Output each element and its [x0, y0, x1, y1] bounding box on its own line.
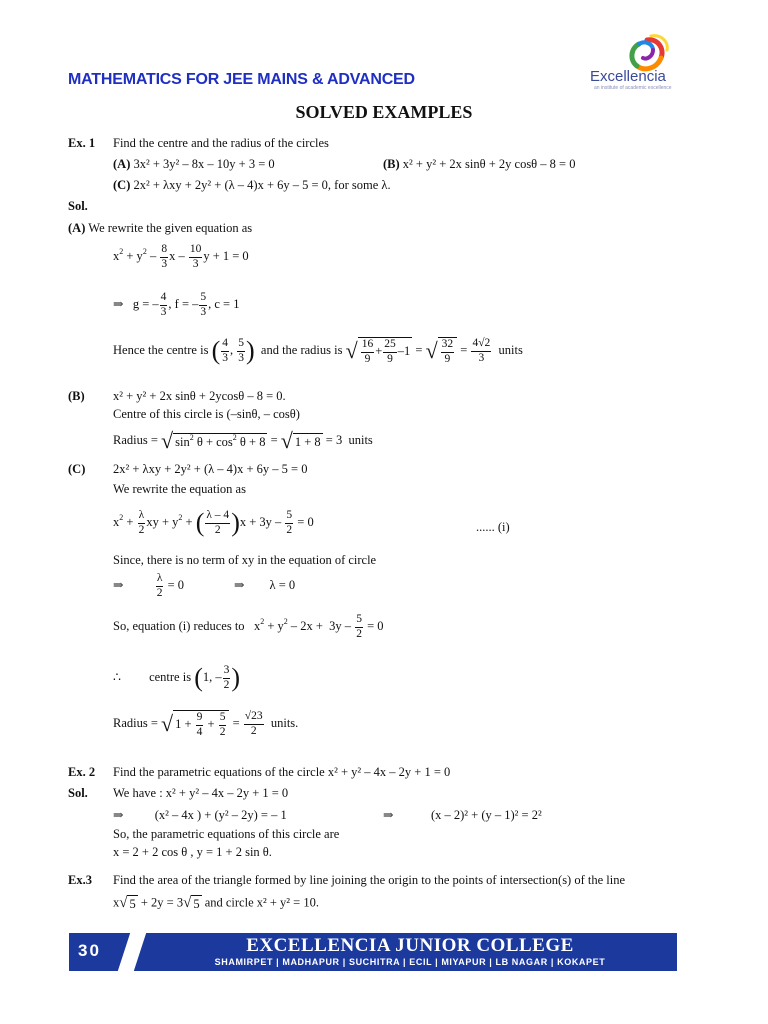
logo-wordmark: Excellencia	[590, 68, 666, 85]
sol-c-label: (C)	[68, 462, 86, 476]
ex1-question: Find the centre and the radius of the circles	[113, 136, 329, 150]
sol-b-centre: Centre of this circle is (–sinθ, – cosθ)	[113, 407, 300, 421]
ex1-partB-label: (B)	[383, 157, 400, 171]
ex2-line3: So, the parametric equations of this circle are	[113, 827, 340, 841]
sol-b-radius: Radius = √ $\sin^2 \theta + \cos^2 \theta + 8$ = √ 1 + 8 = 3 units	[113, 428, 373, 453]
sol-c-intro: We rewrite the equation as	[113, 482, 246, 496]
ex2-label: Ex. 2	[68, 765, 96, 779]
ex2-question: Find the parametric equations of the circle x² + y² – 4x – 2y + 1 = 0	[113, 765, 451, 779]
ex3-line2: x√ 5 + 2y = 3√ 5 and circle x² + y² = 10.	[113, 895, 319, 911]
sol-c-tag: ...... (i)	[476, 520, 510, 534]
ex2-line2a: ⇒ (x² – 4x ) + (y² – 2y) = – 1	[113, 808, 287, 822]
ex1-partB: x² + y² + 2x sinθ + 2y cosθ – 8 = 0	[402, 157, 576, 171]
ex3-question: Find the area of the triangle formed by line joining the origin to the points of intersection(s) of the line	[113, 873, 626, 887]
ex2-line2b: ⇒ (x – 2)² + (y – 1)² = 2²	[383, 808, 542, 822]
ex2-line1: We have : x² + y² – 4x – 2y + 1 = 0	[113, 786, 289, 800]
ex1-partC: 2x² + λxy + 2y² + (λ – 4)x + 6y – 5 = 0, for some λ.	[133, 178, 391, 192]
page-number: 30	[78, 941, 101, 960]
ex1-partA: 3x² + 3y² – 8x – 10y + 3 = 0	[133, 157, 275, 171]
ex1-partA-label: (A)	[113, 157, 131, 171]
ex2-line4: x = 2 + 2 cos θ , y = 1 + 2 sin θ.	[113, 845, 272, 859]
sol-b-label: (B)	[68, 389, 85, 403]
sol-a-eq1: $x^2 + y^2$ – $\frac{8}{3}$ x – $\frac{10}{3}$ y + 1 = 0	[113, 243, 249, 270]
ex1-sol-label: Sol.	[68, 199, 88, 213]
sol-c-rewritten: $x^2$ + $\frac{\lambda}{2}$ xy + $y^2$ + ( $\frac{\lambda - 4}{2}$ )x + 3y – $\frac{5}{2}$ = 0	[113, 508, 314, 537]
sol-a-intro: We rewrite the given equation as	[88, 221, 253, 235]
sol-c-reduces: So, equation (i) reduces to $x^2 + y^2 - 2x + 3y$ – $\frac{5}{2}$ = 0	[113, 613, 384, 640]
logo-tagline: an institute of academic excellence	[594, 85, 672, 91]
sol-c-centre: ∴ centre is (1, – $\frac{3}{2}$ )	[113, 663, 241, 692]
ex2-sol-label: Sol.	[68, 786, 88, 800]
sol-c-since: Since, there is no term of xy in the equation of circle	[113, 553, 377, 567]
sol-a-label: (A)	[68, 221, 86, 235]
sol-c-radius: Radius = √ 1 + $\frac{9}{4}$ + $\frac{5}{2}$ = $\frac{√23}{2}$ units.	[113, 710, 299, 738]
ex3-label: Ex.3	[68, 873, 92, 887]
sol-a-centre-radius: Hence the centre is ( $\frac{4}{3}$ , $\frac{5}{3}$ ) and the radius is √ $\frac{16}{9}$ + $\frac{25}{9}$ –1 = √ $\frac{32}{9}$ = $\frac{4√2}{3}$ units	[113, 336, 523, 365]
sol-b-eq: x² + y² + 2x sinθ + 2ycosθ – 8 = 0.	[113, 389, 286, 403]
sol-c-implies: ⇒ $\frac{\lambda}{2}$ = 0 ⇒ λ = 0	[113, 572, 296, 599]
footer-college: EXCELLENCIA JUNIOR COLLEGE	[246, 935, 574, 956]
ex1-partC-label: (C)	[113, 178, 131, 192]
ex1-label: Ex. 1	[68, 136, 96, 150]
sol-c-eq: 2x² + λxy + 2y² + (λ – 4)x + 6y – 5 = 0	[113, 462, 308, 476]
page-heading: SOLVED EXAMPLES	[295, 102, 473, 122]
header-title: MATHEMATICS FOR JEE MAINS & ADVANCED	[68, 71, 415, 88]
sol-a-eq2: ⇒ g = – $\frac{4}{3}$ , f = – $\frac{5}{3}$ , c = 1	[113, 291, 240, 318]
footer-branches: SHAMIRPET | MADHAPUR | SUCHITRA | ECIL | MIYAPUR | LB NAGAR | KOKAPET	[214, 957, 606, 967]
